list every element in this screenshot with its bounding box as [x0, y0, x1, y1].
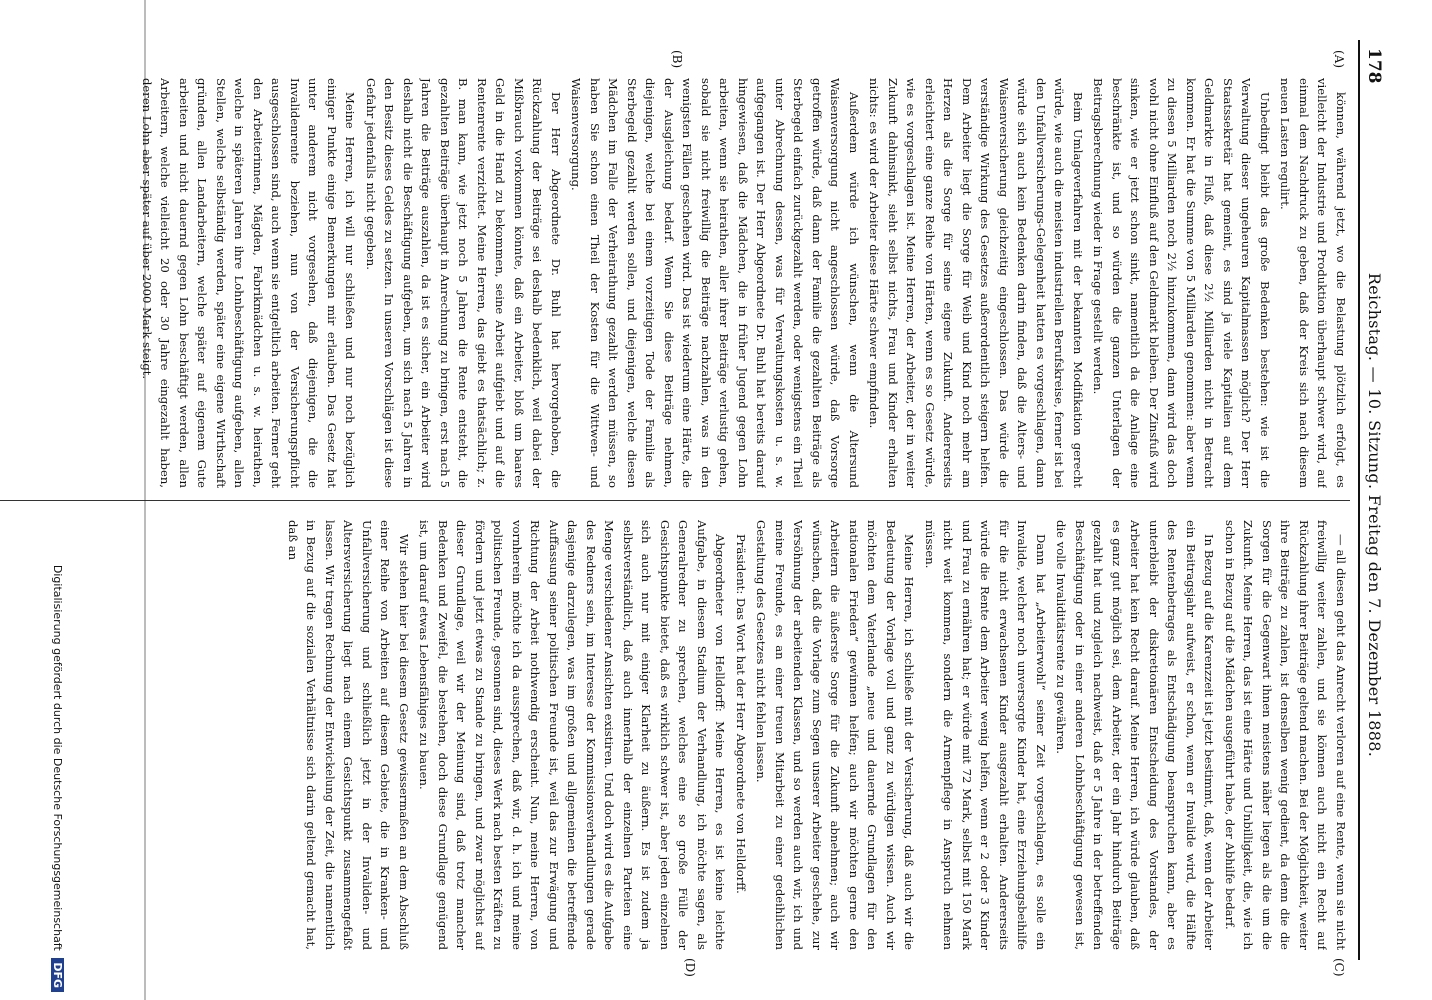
dfg-logo: DFG — [51, 958, 64, 992]
funding-note — [51, 12, 64, 992]
paragraph: Der Herr Abgeordnete Dr. Buhl hat hervorgehoben, die Rückzahlung der Beiträge sei deshalb bedenklich, weil dabei der Mißbrauch vorkommen könnte, daß ein Arbeiter, bloß um baares Geld in die Hand zu bekommen, seine Arbeit aufgiebt und auf die Rentenrente verzichtet. Meine Herren, das giebt es thatsächlich; z. B. man kann, wie jetzt noch 5 Jahren die Rente entsteht, die gezahlten Beiträge überhaupt in Anrechnung zu bringen, erst nach 5 Jahren die Beiträge auszahlen, da ist es sicher, ein Arbeiter wird deshalb nicht die Beschäftigung aufgeben, um sich nach 5 Jahren in den Besitz dieses Geldes zu setzen. In unseren Vorschlägen ist diese Gefahr jedenfalls nicht gegeben. — [364, 78, 563, 488]
paragraph: Meine Herren, ich schließe mit der Versicherung, daß auch wir die Bedeutung der Vorlage voll und ganz zu würdigen wissen. Auch wir möchten dem Vaterlande „neue und dauernde Grundlagen für den nationalen Frieden“ gewinnen helfen; auch wir möchten gerne den Arbeitern die äußerste Sorge für die Zukunft abnehmen; auch wir wünschen, daß die Vorlage zum Segen unserer Arbeiter geschehe, zur Versöhnung der arbeitenden Klassen, und so werden auch wir, ich und meine Freunde, es an einer treuen Mitarbeit zu einer gedeihlichen Gestaltung des Gesetzes nicht fehlen lassen. — [754, 520, 917, 950]
paragraph: Meine Herren, ich will nur schließen und nur noch bezüglich einiger Punkte einige Bemerkungen mir erlauben. Das Gesetz hat unter anderem nicht vorgesehen, daß diejenigen, die die Invalidenrente beziehen, nun von der Versicherungspflicht ausgeschlossen sind, auch wenn sie entgeltlich arbeiten. Ferner geht den Arbeiterinnen, Mägden, Fabrikmädchen u. s. w. heirathen, welche in späteren Jahren ihre Lohnbeschäftigung aufgeben, allen Stellen, welche selbständig werden, später eine eigene Wirthschaft gründen, allen Landarbeitern, welche später auf eigenem Gute arbeiten und nicht dauernd gegen Lohn beschäftigt werden, allen Arbeitern, welche vielleicht 20 oder 30 Jahre eingezahlt haben, deren Lohn aber später auf über 2000 Mark steigt. — [140, 78, 358, 488]
paragraph: Außerdem würde ich wünschen, wenn die Altersund Waisenversorgung nicht angeschlossen würde, daß Vorsorge getroffen würde, daß dann der Familie die gezahlten Beiträge als Sterbegeld einfach zurückgezahlt werden, oder wenigstens ein Theil unter Abrechnung dessen, was für Verwaltungskosten u. s. w. aufgegangen ist. Der Herr Abgeordnete Dr. Buhl hat bereits darauf hingewiesen, daß die Mädchen, die in früher Jugend gegen Lohn arbeiten, wenn sie heirathen, aller ihrer Beiträge verlustig gehen, sobald sie nicht freiwillig die Beiträge nachzahlen, was in den wenigsten Fällen geschehen wird. Das ist wiederum eine Härte, die der Ausgleichung bedarf. Wenn Sie diese Beiträge nehmen, diejenigen, welche bei einem vorzeitigen Tode der Familie als Sterbegeld gezahlt werden sollen, und diejenigen, welche diesen Mädchen im Falle der Verheirathung gezahlt werden müssen, so haben Sie schon einen Theil der Kosten für die Wittwen- und Waisenversorgung. — [569, 78, 861, 488]
margin-label-a: (A) — [1332, 50, 1346, 69]
funding-text: Digitalisierung gefördert durch die Deutsche Forschungsgemeinschaft — [51, 564, 64, 951]
paragraph: Unbedingt bleibt das große Bedenken bestehen: wie ist die Verwaltung dieser ungeheuren Kapitalmassen möglich? Der Herr Staatssekretär hat gemeint, es sind ja viele Kapitalien auf dem Geldmarkte in Fluß, daß diese 2½ Milliarden nicht in Betracht kommen. Er hat die Summe von 5 Milliarden genommen: aber wenn zu diesen 5 Milliarden noch 2½ hinzukommen, dann wird das doch wohl nicht ohne Einfluß auf den Geldmarkt bleiben. Der Zinsfuß wird sinken, wie er jetzt schon sinkt, namentlich da die Anlage eine beschränkte ist, und so würden die ganzen Unterlagen der Beitragsberechnung wieder in Frage gestellt werden. — [1091, 78, 1272, 488]
paragraph: In Bezug auf die Karenzzeit ist jetzt bestimmt, daß, wenn der Arbeiter ein Beitragsjahr aufweist, er schon, wenn er Invalide wird, die Hälfte des Rentenbetrages als Entschädigung beanspruchen kann, aber es unterbleibt der diskretionären Entscheidung des Vorstandes, der Arbeiter hat kein Recht darauf. Meine Herren, ich würde glauben, daß es ganz gut möglich sei, dem Arbeiter, der ein Jahr hindurch Beiträge gezahlt hat und zugleich nachweist, daß er 5 Jahre in der betreffenden Beschäftigung oder in einer anderen Lohnbeschäftigung gewesen ist, die volle Invaliditätsrente zu gewähren. — [1054, 520, 1217, 950]
running-title: Reichstag. — 10. Sitzung. Freitag den 7. Dezember 1888. — [1365, 272, 1384, 758]
paragraph: — all diesen geht das Anrecht verloren auf eine Rente, wenn sie nicht freiwillig weiter zahlen, und sie können auch nicht ein Recht auf Rückzahlung ihrer Beiträge geltend machen. Bei der Möglichkeit, weiter ihre Beiträge zu zahlen, ist denselben wenig gedient, da denn die die Sorgen für die Gegenwart ihnen meistens näher liegen als die um die Zukunft. Meine Herren, das ist eine Härte und Unbilligkeit, die, wie ich schon in Bezug auf die Mädchen ausgeführt habe, der Abhilfe bedarf. — [1223, 520, 1348, 950]
column-divider — [0, 500, 1350, 501]
paragraph: Beim Umlageverfahren mit der bekannten Modifikation gerecht würde, wie auch die meisten industriellen Berufskreise, ferner ist bei den Unfallversicherungs-Gelegenheit hatten es vorgeschlagen, dann würde sich auch kein Bedenken darin finden, daß die Alters- und Waisenversicherung gleichzeitig eingeschlossen. Das würde die verständige Wirkung des Gesetzes außerordentlich steigern helfen. Dem Arbeiter liegt die Sorge für Weib und Kind noch mehr am Herzen als die Sorge für seine eigene Zukunft. Andererseits erleichtert eine ganze Reihe von Härten, wenn es so Gesetz würde, wie es vorgeschlagen ist. Meine Herren, der Arbeiter, der in weiter Zukunft dahinsinkt, sieht selbst nichts, Frau und Kinder erhalten nichts: es wird der Arbeiter diese Härte schwer empfinden. — [867, 78, 1085, 488]
paragraph: können, während jetzt, wo die Belastung plötzlich erfolgt, es vielleicht der Industrie und Produktion überhaupt schwer wird, auf einmal dem Nachdruck zu geben, daß der Kreis sich nach diesem neuen Lasten regulirt. — [1278, 78, 1348, 488]
page-header — [1358, 40, 1386, 960]
scan-artifact — [144, 0, 146, 1000]
right-column — [0, 520, 1350, 950]
left-column — [0, 78, 1350, 488]
margin-label-d: (D) — [683, 958, 697, 977]
paragraph: Abgeordneter von Helldorff: Meine Herren, es ist keine leichte Aufgabe, in diesem Stadium der Verhandlung, ich möchte sagen, als Generalredner zu sprechen, welches eine so große Fülle der Gesichtspunkte bietet, daß es wirklich schwer ist, aber jeden einzelnen sich auch nur mit einiger Klarheit zu äußern. Es ist zudem ja selbstverständlich, daß auch innerhalb der einzelnen Parteien eine Menge verschiedener Ansichten existiren. Und doch wird es die Aufgabe des Redners sein, im Interesse der Kommissionsverhandlungen gerade dasjenige darzulegen, was im großen und allgemeinen die betreffende Auffassung seiner politischen Freunde ist, weil das zur Erwägung und Richtung der Arbeit nothwendig erscheint. Nun, meine Herren, von vornherein möchte ich da aussprechen, daß wir, d. h. ich und meine politischen Freunde, gesonnen sind, dieses Werk nach besten Kräften zu fördern und jetzt etwas zu Stande zu bringen, und zwar möglichst auf dieser Grundlage, weil wir der Meinung sind, daß trotz mancher Bedenken und Zweifel, die bestehen, doch diese Grundlage genügend ist, um darauf etwas Lebensfähiges zu bauen. — [417, 520, 728, 950]
page-number: 178 — [1364, 48, 1384, 84]
paragraph: Dann hat „Arbeiterwohl“ seiner Zeit vorgeschlagen, es solle ein Invalide, welcher noch unversorgte Kinder hat, eine Erziehungsbeihilfe für die nicht erwachsenen Kinder ausgezahlt erhalten. Andererseits würde die Rente dem Arbeiter wenig helfen, wenn er 2 oder 3 Kinder und Frau zu ernähren hat; er würde mit 72 Mark, selbst mit 150 Mark nicht weit kommen, sondern die Armenpflege in Anspruch nehmen müssen. — [923, 520, 1048, 950]
paragraph: Wir stehen hier bei diesem Gesetz gewissermaßen an dem Abschluß einer Reihe von Arbeiten auf diesem Gebiete, die in Kranken- und Unfallversicherung und schließlich jetzt in der Invaliden- und Altersversicherung liegt nach einem Gesichtspunkt zusammengefaßt lassen. Wir tragen Rechnung der Entwickelung der Zeit, die namentlich in Bezug auf die sozialen Verhältnisse sich darin geltend gemacht hat, daß an — [286, 520, 411, 950]
margin-label-b: (B) — [670, 50, 684, 69]
speaker-intro: Präsident: Das Wort hat der Herr Abgeordnete von Helldorff. — [734, 534, 748, 894]
margin-label-c: (C) — [1332, 958, 1346, 977]
